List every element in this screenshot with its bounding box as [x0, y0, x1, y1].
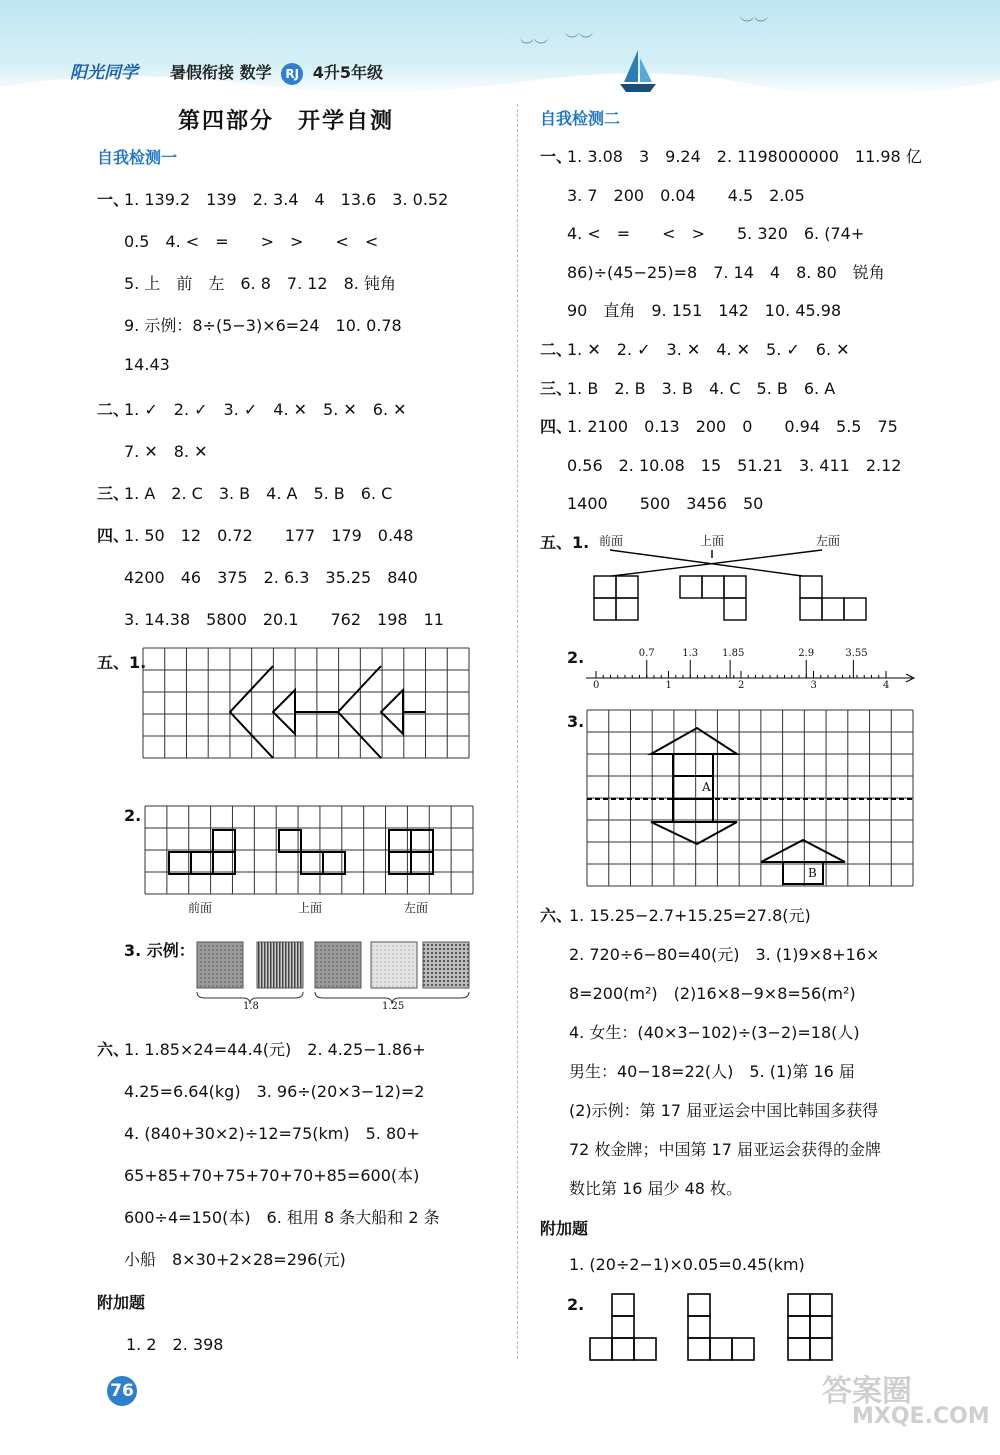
- answer-line: 3. 14.38 5800 20.1 762 198 11: [124, 610, 444, 629]
- answer-line: 1. A 2. C 3. B 4. A 5. B 6. C: [124, 484, 393, 503]
- question-group-label: 四、: [540, 417, 573, 437]
- answer-line: 1. 139.2 139 2. 3.4 4 13.6 3. 0.52: [124, 190, 449, 209]
- question-group-label: 六、: [97, 1040, 130, 1059]
- answer-line: 72 枚金牌；中国第 17 届亚运会获得的金牌: [569, 1140, 881, 1159]
- header-title: [170, 60, 383, 85]
- right-extra-2-label: 2.: [567, 1295, 585, 1314]
- answer-line: 14.43: [124, 355, 170, 374]
- answer-line: 3. 7 200 0.04 4.5 2.05: [567, 185, 805, 205]
- question-group-label: 二、: [540, 340, 573, 359]
- right-grid-figure: [587, 710, 913, 888]
- answer-line: 小船 8×30+2×28=296(元): [124, 1250, 346, 1269]
- answer-line: 65+85+70+75+70+70+85=600(本): [124, 1166, 420, 1185]
- number-line-tick-label: 2: [738, 680, 745, 691]
- answer-line: 5. 上 前 左 6. 8 7. 12 8. 钝角: [124, 274, 396, 293]
- number-line-mark-label: 1.3: [682, 648, 699, 659]
- answer-line: 7. ✕ 8. ✕: [124, 442, 208, 461]
- section-title: 第四部分 开学自测: [178, 109, 395, 134]
- answer-line: 8=200(m²) (2)16×8−9×8=56(m²): [569, 984, 856, 1003]
- left-five-label: 五、1.: [97, 653, 147, 672]
- question-group-label: 三、: [540, 378, 573, 398]
- brace-value: 1.8: [243, 1001, 259, 1012]
- number-line-tick-label: 3: [810, 680, 817, 691]
- answer-line: 男生：40−18=22(人) 5. (1)第 16 届: [569, 1062, 855, 1081]
- watermark-top: 答案圈: [822, 1374, 912, 1409]
- right-view-label: 前面: [599, 534, 624, 548]
- question-group-label: 六、: [540, 906, 573, 925]
- shape-label: A: [702, 780, 711, 794]
- number-line-mark-label: 3.55: [845, 648, 868, 659]
- answer-line: 600÷4=150(本) 6. 租用 8 条大船和 2 条: [124, 1208, 440, 1227]
- answer-line: 1. 2100 0.13 200 0 0.94 5.5 75: [567, 417, 898, 437]
- answer-line: 数比第 16 届少 48 枚。: [569, 1179, 743, 1198]
- question-group-label: 四、: [97, 526, 130, 545]
- watermark-bottom: MXQE.COM: [852, 1404, 990, 1429]
- right-extra-heading: 附加题: [540, 1219, 589, 1238]
- right-five-3-label: 3.: [567, 712, 585, 731]
- right-extra-line: 1. (20÷2−1)×0.05=0.45(km): [569, 1255, 805, 1274]
- left-view-label: 前面: [188, 901, 213, 915]
- right-views-figure: [590, 546, 880, 626]
- left-grid-figure-2: [145, 806, 473, 894]
- shaded-squares-figure: [195, 940, 475, 1012]
- right-extra-figure: [588, 1292, 848, 1362]
- right-five-2-label: 2.: [567, 648, 585, 667]
- answer-line: (2)示例：第 17 届亚运会中国比韩国多获得: [569, 1101, 879, 1120]
- answer-line: 1. ✓ 2. ✓ 3. ✓ 4. ✕ 5. ✕ 6. ✕: [124, 400, 407, 419]
- header-title-part: 暑假衔接: [170, 63, 235, 82]
- question-group-label: 一、: [97, 190, 130, 209]
- answer-line: 1. 3.08 3 9.24 2. 1198000000 11.98 亿: [567, 147, 922, 166]
- number-line-tick-label: 1: [665, 680, 672, 691]
- left-five-3-label: 3. 示例：: [124, 941, 195, 960]
- answer-line: 1. 1.85×24=44.4(元) 2. 4.25−1.86+: [124, 1040, 426, 1059]
- right-view-label: 上面: [700, 534, 725, 548]
- left-five-2-label: 2.: [124, 806, 142, 825]
- answer-line: 1. 50 12 0.72 177 179 0.48: [124, 526, 414, 545]
- gull-icon: ︶︶: [565, 33, 593, 49]
- header-title-part: 数学: [239, 63, 272, 82]
- question-group-label: 一、: [540, 147, 573, 166]
- number-line-mark-label: 0.7: [638, 648, 655, 659]
- rj-badge: RJ: [281, 63, 303, 85]
- right-view-label: 左面: [816, 534, 841, 548]
- left-extra-heading: 附加题: [97, 1293, 146, 1312]
- answer-line: 90 直角 9. 151 142 10. 45.98: [567, 301, 842, 321]
- shape-label: B: [808, 866, 817, 880]
- number-line-tick-label: 0: [593, 680, 600, 691]
- grade-label: 4升5年级: [312, 63, 384, 82]
- right-heading: 自我检测二: [540, 109, 621, 128]
- answer-line: 2. 720÷6−80=40(元) 3. (1)9×8+16×: [569, 945, 880, 964]
- gull-icon: ︶︶: [740, 17, 768, 33]
- answer-line: 4.25=6.64(kg) 3. 96÷(20×3−12)=2: [124, 1082, 425, 1101]
- left-grid-figure-1: [143, 648, 469, 760]
- right-five-label: 五、1.: [540, 533, 590, 552]
- brace-value: 1.25: [382, 1001, 405, 1012]
- gull-icon: ︶︶: [520, 39, 548, 55]
- header-banner: [0, 0, 1000, 96]
- wave-decoration: [0, 62, 1000, 102]
- sailboat-icon: [618, 48, 658, 94]
- answer-line: 9. 示例：8÷(5−3)×6=24 10. 0.78: [124, 316, 402, 335]
- answer-line: 4. (840+30×2)÷12=75(km) 5. 80+: [124, 1124, 420, 1143]
- answer-line: 1. ✕ 2. ✓ 3. ✕ 4. ✕ 5. ✓ 6. ✕: [567, 340, 850, 359]
- left-extra-line: 1. 2 2. 398: [126, 1335, 224, 1354]
- brand-logo: 阳光同学: [70, 63, 138, 83]
- left-view-label: 左面: [404, 901, 429, 915]
- answer-line: 1. B 2. B 3. B 4. C 5. B 6. A: [567, 378, 836, 398]
- number-line-mark-label: 2.9: [798, 648, 815, 659]
- answer-line: 4. < = < > 5. 320 6. (74+: [567, 224, 865, 244]
- number-line-tick-label: 4: [883, 680, 890, 691]
- answer-line: 4200 46 375 2. 6.3 35.25 840: [124, 568, 418, 587]
- answer-line: 1400 500 3456 50: [567, 494, 764, 514]
- answer-line: 1. 15.25−2.7+15.25=27.8(元): [569, 906, 811, 925]
- left-view-label: 上面: [298, 901, 323, 915]
- page-number: 76: [107, 1376, 137, 1406]
- number-line-mark-label: 1.85: [722, 648, 745, 659]
- column-divider: [517, 104, 518, 1359]
- question-group-label: 三、: [97, 484, 130, 503]
- answer-line: 4. 女生：(40×3−102)÷(3−2)=18(人): [569, 1023, 860, 1042]
- answer-line: 0.5 4. < = > > < <: [124, 232, 379, 251]
- answer-line: 86)÷(45−25)=8 7. 14 4 8. 80 锐角: [567, 262, 885, 282]
- answer-line: 0.56 2. 10.08 15 51.21 3. 411 2.12: [567, 455, 902, 475]
- question-group-label: 二、: [97, 400, 130, 419]
- left-heading: 自我检测一: [97, 148, 178, 167]
